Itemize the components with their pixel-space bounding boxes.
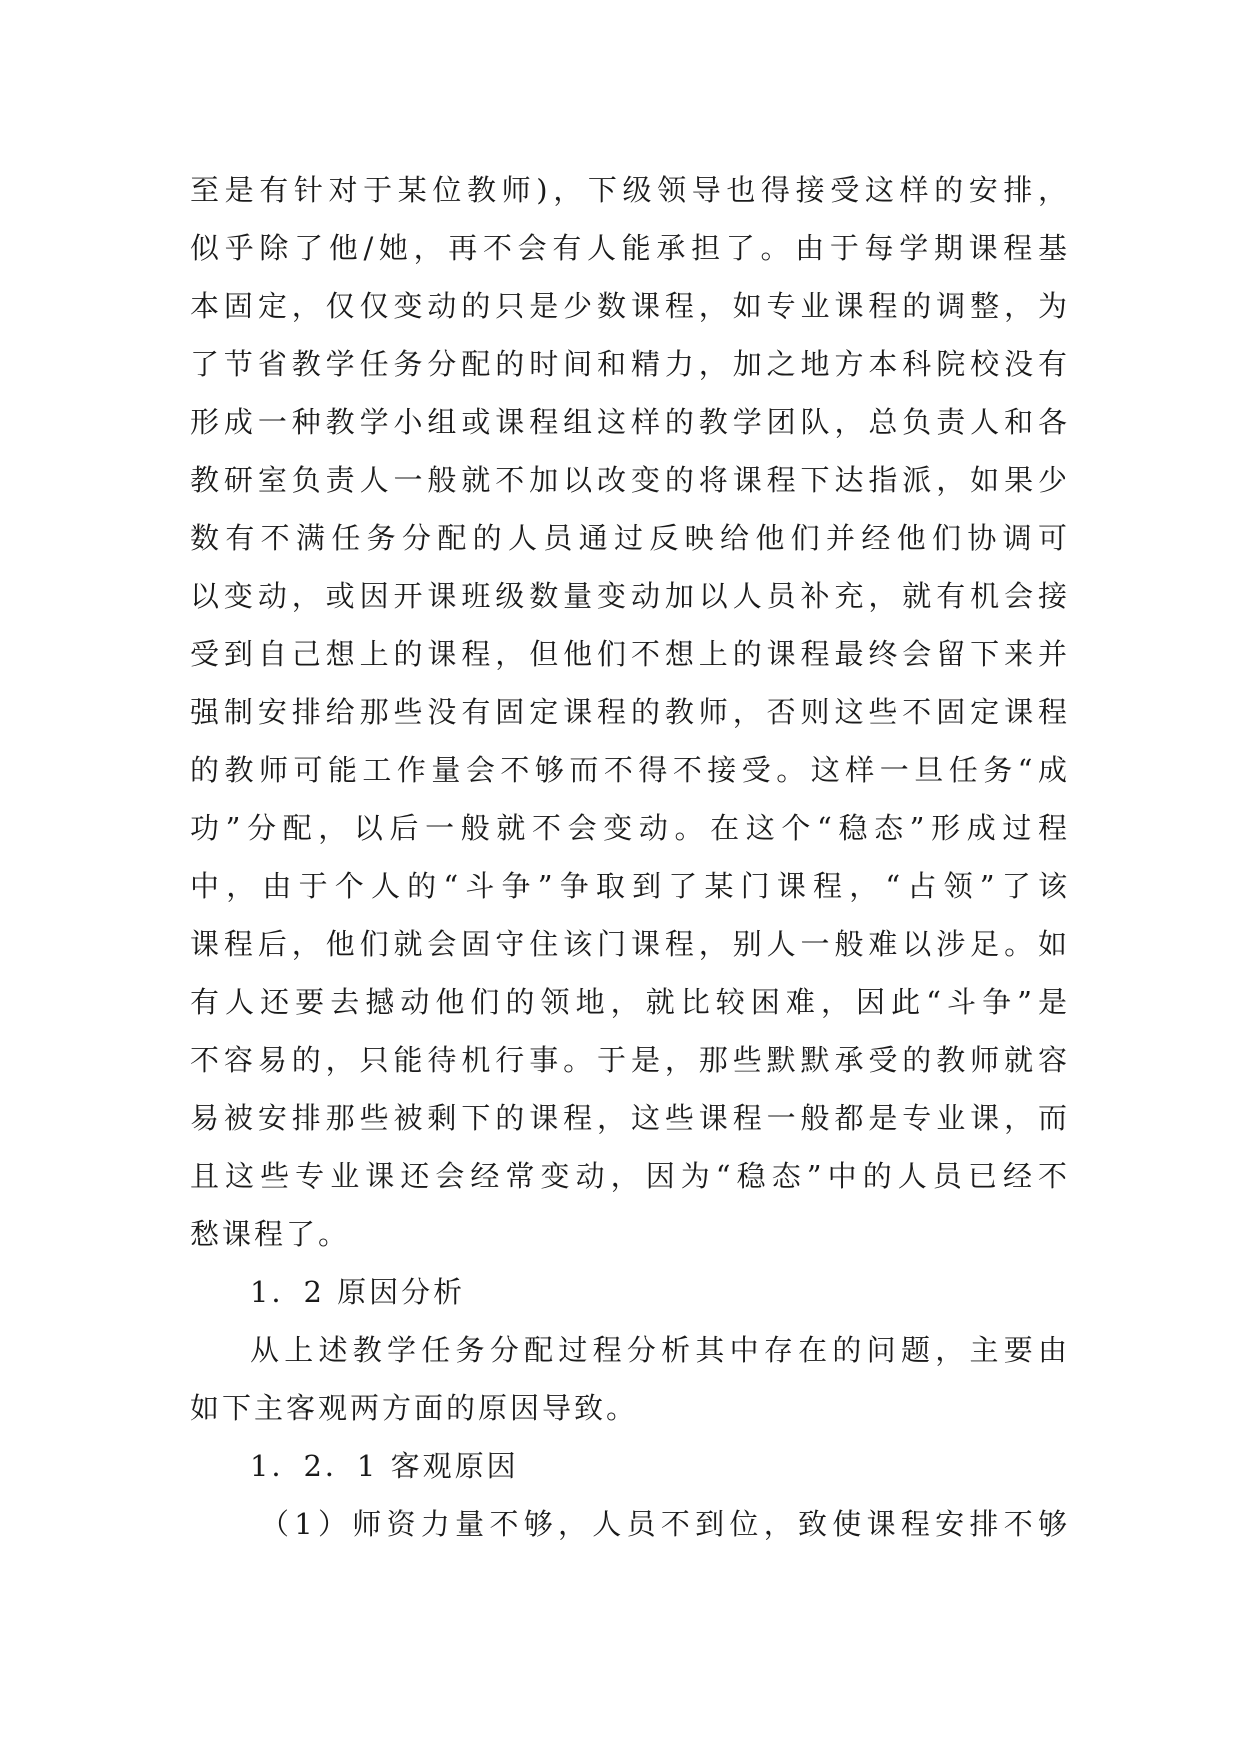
body-text [190, 161, 1070, 1553]
paragraph-line: 且这些专业课还会经常变动，因为“稳态”中的人员已经不 [190, 1159, 1070, 1193]
paragraph-line: 功”分配，以后一般就不会变动。在这个“稳态”形成过程 [190, 811, 1070, 845]
paragraph-line: 有人还要去撼动他们的领地，就比较困难，因此“斗争”是 [190, 985, 1070, 1019]
section-heading: 1．2 原因分析 [250, 1275, 466, 1309]
paragraph-line: 本固定，仅仅变动的只是少数课程，如专业课程的调整，为 [190, 289, 1070, 323]
paragraph-line: 如下主客观两方面的原因导致。 [190, 1391, 639, 1425]
paragraph-line: 不容易的，只能待机行事。于是，那些默默承受的教师就容 [190, 1043, 1070, 1077]
paragraph-line: 了节省教学任务分配的时间和精力，加之地方本科院校没有 [190, 347, 1070, 381]
paragraph-line: 至是有针对于某位教师)，下级领导也得接受这样的安排， [190, 173, 1070, 207]
paragraph-line: 以变动，或因开课班级数量变动加以人员补充，就有机会接 [190, 579, 1070, 613]
paragraph-line: 教研室负责人一般就不加以改变的将课程下达指派，如果少 [190, 463, 1070, 497]
paragraph-line: 中，由于个人的“斗争”争取到了某门课程，“占领”了该 [190, 869, 1070, 903]
paragraph-line: 形成一种教学小组或课程组这样的教学团队，总负责人和各 [190, 405, 1070, 439]
paragraph-line: 受到自己想上的课程，但他们不想上的课程最终会留下来并 [190, 637, 1070, 671]
paragraph-line: 课程后，他们就会固守住该门课程，别人一般难以涉足。如 [190, 927, 1070, 961]
paragraph-line: 易被安排那些被剩下的课程，这些课程一般都是专业课，而 [190, 1101, 1070, 1135]
list-item: （1）师资力量不够，人员不到位，致使课程安排不够 [260, 1507, 1070, 1541]
subsection-heading: 1．2．1 客观原因 [250, 1449, 519, 1483]
paragraph-line: 从上述教学任务分配过程分析其中存在的问题，主要由 [250, 1333, 1070, 1367]
paragraph-line: 愁课程了。 [190, 1217, 351, 1251]
paragraph-line: 强制安排给那些没有固定课程的教师，否则这些不固定课程 [190, 695, 1070, 729]
paragraph-line: 的教师可能工作量会不够而不得不接受。这样一旦任务“成 [190, 753, 1070, 787]
paragraph-line: 数有不满任务分配的人员通过反映给他们并经他们协调可 [190, 521, 1070, 555]
paragraph-line: 似乎除了他/她，再不会有人能承担了。由于每学期课程基 [190, 231, 1070, 265]
